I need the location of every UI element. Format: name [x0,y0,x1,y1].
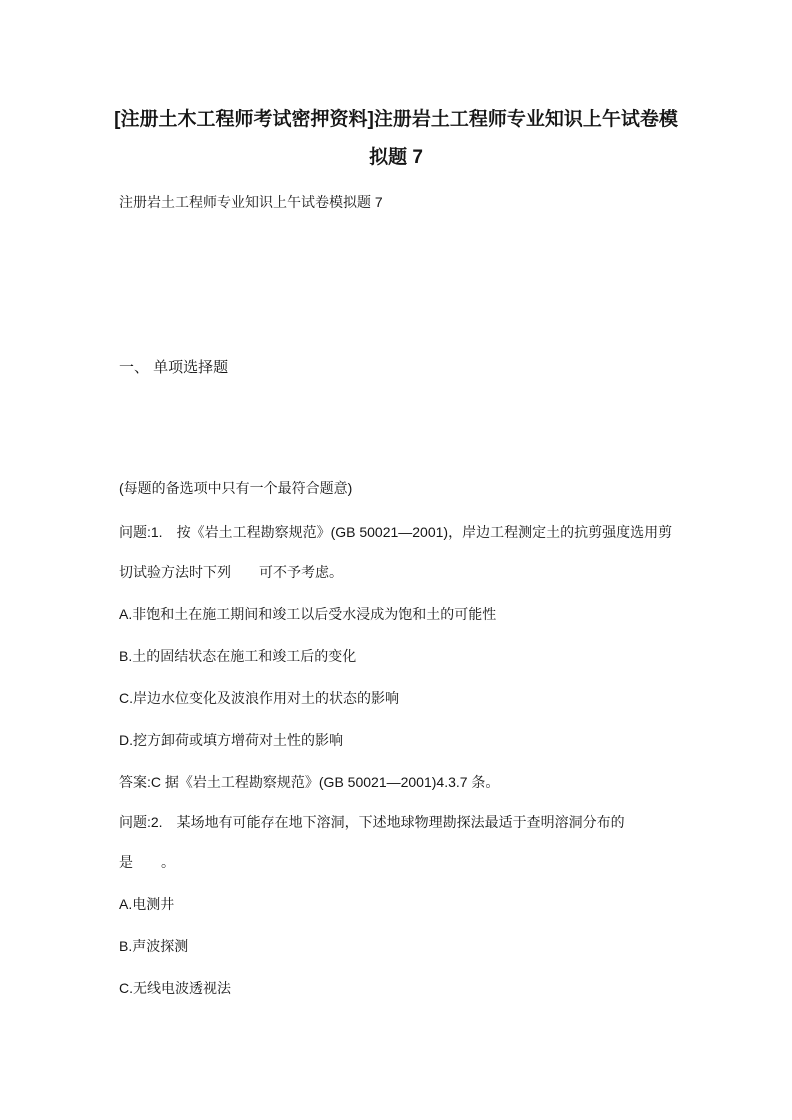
question-1-stem: 问题:1. 按《岩土工程勘察规范》(GB 50021—2001)，岸边工程测定土的抗剪强度选用剪切试验方法时下列 可不予考虑。 [119,524,673,580]
document-title: [注册土木工程师考试密押资料]注册岩土工程师专业知识上午试卷模拟题 7 [114,109,678,168]
section-note: (每题的备选项中只有一个最符合题意) [119,480,353,496]
question-2 [119,802,673,1008]
question-2-stem: 问题:2. 某场地有可能存在地下溶洞，下述地球物理勘探法最适于查明溶洞分布的是 。 [119,814,625,870]
section-heading-single-choice: 一、 单项选择题 [119,359,229,376]
question-1-answer: 答案:C 据《岩土工程勘察规范》(GB 50021—2001)4.3.7 条。 [119,774,500,790]
question-2-option-c: C.无线电波透视法 [119,980,231,996]
question-1-option-c: C.岸边水位变化及波浪作用对土的状态的影响 [119,690,399,706]
question-2-option-a: A.电测井 [119,896,175,912]
question-1-option-a: A.非饱和土在施工期间和竣工以后受水浸成为饱和土的可能性 [119,606,497,622]
question-1-option-d: D.挖方卸荷或填方增荷对土性的影响 [119,732,343,748]
document-subtitle: 注册岩土工程师专业知识上午试卷模拟题 7 [119,194,383,210]
question-1 [119,512,673,802]
question-1-option-b: B.土的固结状态在施工和竣工后的变化 [119,648,357,664]
question-2-option-b: B.声波探测 [119,938,189,954]
